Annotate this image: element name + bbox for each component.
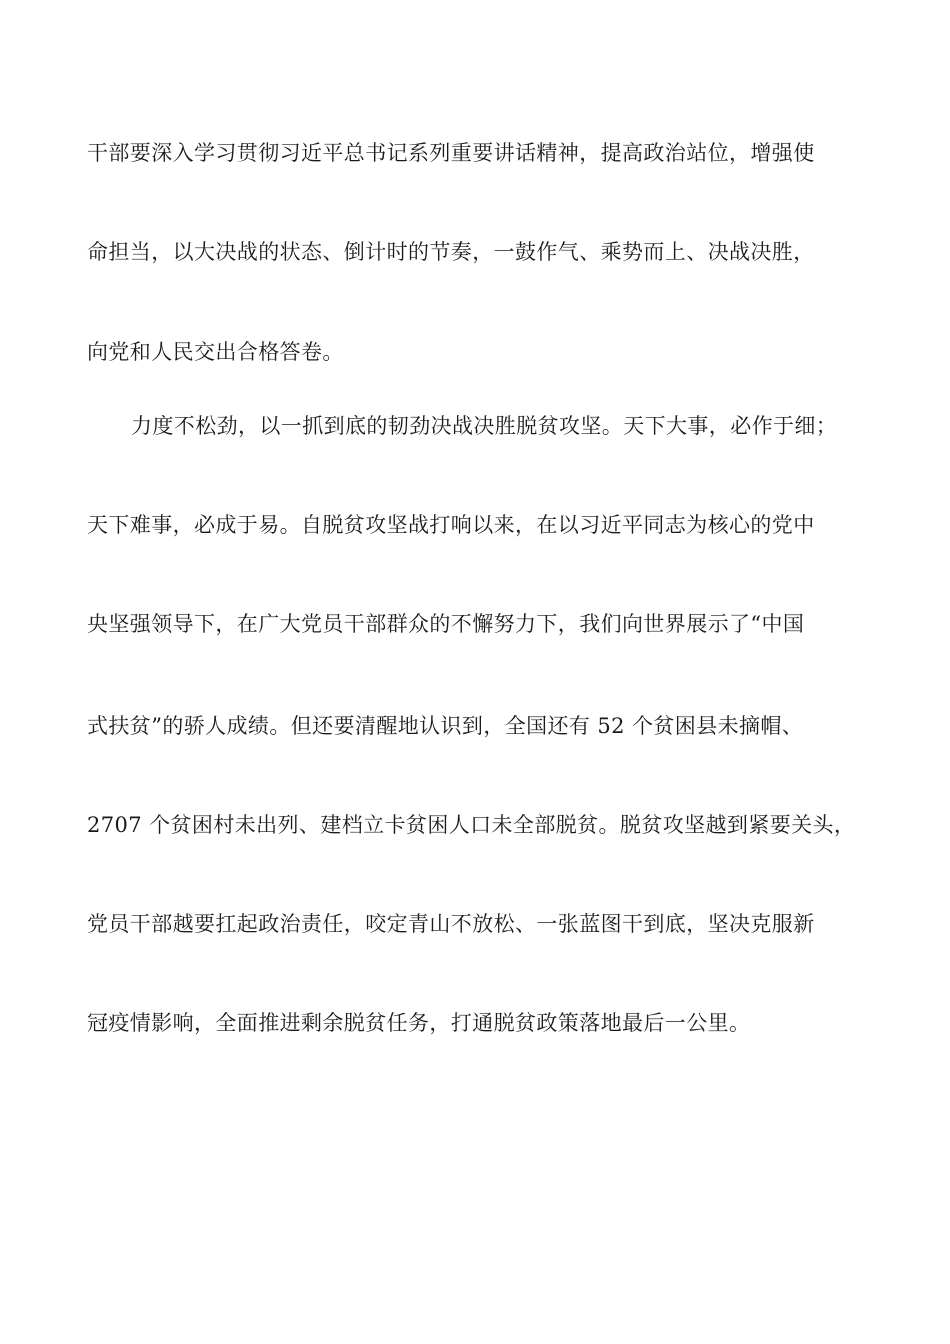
text-line: 冠疫情影响，全面推进剩余脱贫任务，打通脱贫政策落地最后一公里。 xyxy=(87,1011,751,1035)
text-line: 天下难事，必成于易。自脱贫攻坚战打响以来，在以习近平同志为核心的党中 xyxy=(87,513,815,537)
text-line: 式扶贫”的骄人成绩。但还要清醒地认识到，全国还有 52 个贫困县未摘帽、 xyxy=(87,714,804,738)
text-line: 2707 个贫困村未出列、建档立卡贫困人口未全部脱贫。脱贫攻坚越到紧要关头， xyxy=(87,813,856,837)
text-line: 向党和人民交出合格答卷。 xyxy=(87,340,344,364)
text-line: 干部要深入学习贯彻习近平总书记系列重要讲话精神，提高政治站位，增强使 xyxy=(87,141,815,165)
text-line: 央坚强领导下，在广大党员干部群众的不懈努力下，我们向世界展示了“中国 xyxy=(87,612,805,636)
paragraph-first-line: 力度不松劲，以一抓到底的韧劲决战决胜脱贫攻坚。天下大事，必作于细； xyxy=(131,414,838,438)
text-line: 党员干部越要扛起政治责任，咬定青山不放松、一张蓝图干到底，坚决克服新 xyxy=(87,912,815,936)
text-line: 命担当，以大决战的状态、倒计时的节奏，一鼓作气、乘势而上、决战决胜， xyxy=(87,240,815,264)
